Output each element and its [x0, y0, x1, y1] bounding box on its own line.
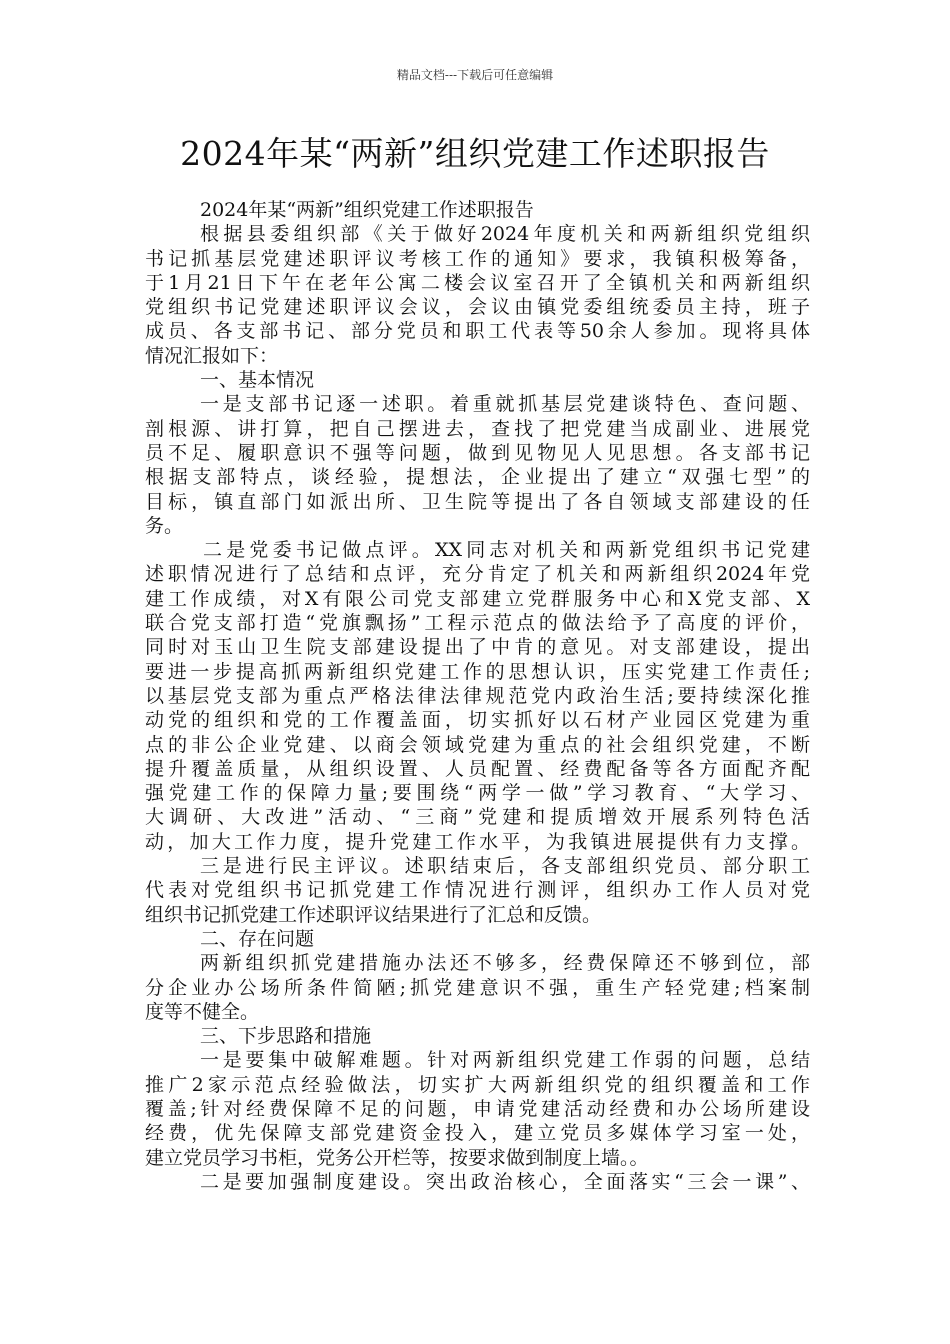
body-line: 剖根源、讲打算，把自己摆进去，查找了把党建当成副业、进展党 — [145, 417, 810, 440]
body-line: 以基层党支部为重点严格法律法律规范党内政治生活;要持续深化推 — [145, 684, 810, 707]
body-line: 两新组织抓党建措施办法还不够多，经费保障还不够到位，部 — [200, 952, 810, 975]
body-line: 动党的组织和党的工作覆盖面，切实抓好以石材产业园区党建为重 — [145, 709, 810, 732]
body-line: 二、存在问题 — [200, 927, 315, 950]
document-title: 2024年某“两新”组织党建工作述职报告 — [180, 134, 770, 173]
body-line: 联合党支部打造“党旗飘扬”工程示范点的做法给予了高度的评价， — [145, 612, 810, 635]
body-line: 动，加大工作力度，提升党建工作水平，为我镇进展提供有力支撑。 — [145, 830, 810, 853]
body-line: 二是要加强制度建设。突出政治核心，全面落实“三会一课”、 — [200, 1170, 810, 1193]
body-line: 要进一步提高抓两新组织党建工作的思想认识，压实党建工作责任; — [145, 660, 810, 683]
body-line: 成员、各支部书记、部分党员和职工代表等50余人参加。现将具体 — [145, 320, 810, 343]
body-line: 建立党员学习书柜，党务公开栏等，按要求做到制度上墙。。 — [145, 1146, 649, 1169]
body-line: 根据支部特点，谈经验，提想法，企业提出了建立“双强七型”的 — [145, 466, 810, 489]
body-line: 提升覆盖质量，从组织设置、人员配置、经费配备等各方面配齐配 — [145, 757, 810, 780]
header-note: 精品文档---下载后可任意编辑 — [396, 68, 554, 82]
body-line: 根据县委组织部《关于做好2024年度机关和两新组织党组织 — [200, 223, 810, 246]
body-line: 度等不健全。 — [145, 1000, 260, 1023]
body-line: 一是要集中破解难题。针对两新组织党建工作弱的问题，总结 — [200, 1049, 810, 1072]
body-line: 员不足、履职意识不强等问题，做到见物见人见思想。各支部书记 — [145, 441, 810, 464]
body-line: 目标，镇直部门如派出所、卫生院等提出了各自领域支部建设的任 — [145, 490, 810, 513]
body-line: 覆盖;针对经费保障不足的问题，申请党建活动经费和办公场所建设 — [145, 1097, 810, 1120]
body-line: 建工作成绩，对X有限公司党支部建立党群服务中心和X党支部、X — [145, 587, 810, 610]
body-line: 代表对党组织书记抓党建工作情况进行测评，组织办工作人员对党 — [145, 879, 810, 902]
body-line: 组织书记抓党建工作述职评议结果进行了汇总和反馈。 — [145, 903, 602, 926]
body-line: 一、基本情况 — [200, 369, 315, 392]
body-line: 一是支部书记逐一述职。着重就抓基层党建谈特色、查问题、 — [200, 393, 810, 416]
document-body — [145, 198, 810, 1194]
body-line: 推广2家示范点经验做法，切实扩大两新组织党的组织覆盖和工作 — [145, 1073, 810, 1096]
body-line: 经费，优先保障支部党建资金投入，建立党员多媒体学习室一处， — [145, 1122, 810, 1145]
body-line: 点的非公企业党建、以商会领域党建为重点的社会组织党建，不断 — [145, 733, 810, 756]
body-line: 同时对玉山卫生院支部建设提出了中肯的意见。对支部建设，提出 — [145, 636, 810, 659]
body-line: 情况汇报如下： — [145, 344, 279, 367]
body-line: 务。 — [145, 514, 184, 537]
body-line: 2024年某“两新”组织党建工作述职报告 — [200, 199, 534, 221]
body-line: 党组织书记党建述职评议会议，会议由镇党委组统委员主持，班子 — [145, 296, 810, 319]
body-line: 二是党委书记做点评。XX同志对机关和两新党组织书记党建 — [203, 539, 810, 562]
body-line: 分企业办公场所条件简陋;抓党建意识不强，重生产轻党建;档案制 — [145, 976, 810, 999]
body-line: 大调研、大改进”活动、“三商”党建和提质增效开展系列特色活 — [145, 806, 810, 829]
body-line: 述职情况进行了总结和点评，充分肯定了机关和两新组织2024年党 — [145, 563, 810, 586]
body-line: 书记抓基层党建述职评议考核工作的通知》要求，我镇积极筹备， — [145, 247, 810, 270]
body-line: 三、下步思路和措施 — [200, 1025, 372, 1048]
body-line: 于1月21日下午在老年公寓二楼会议室召开了全镇机关和两新组织 — [145, 271, 810, 294]
body-line: 强党建工作的保障力量;要围绕“两学一做”学习教育、“大学习、 — [145, 782, 810, 805]
body-line: 三是进行民主评议。述职结束后，各支部组织党员、部分职工 — [200, 855, 810, 878]
